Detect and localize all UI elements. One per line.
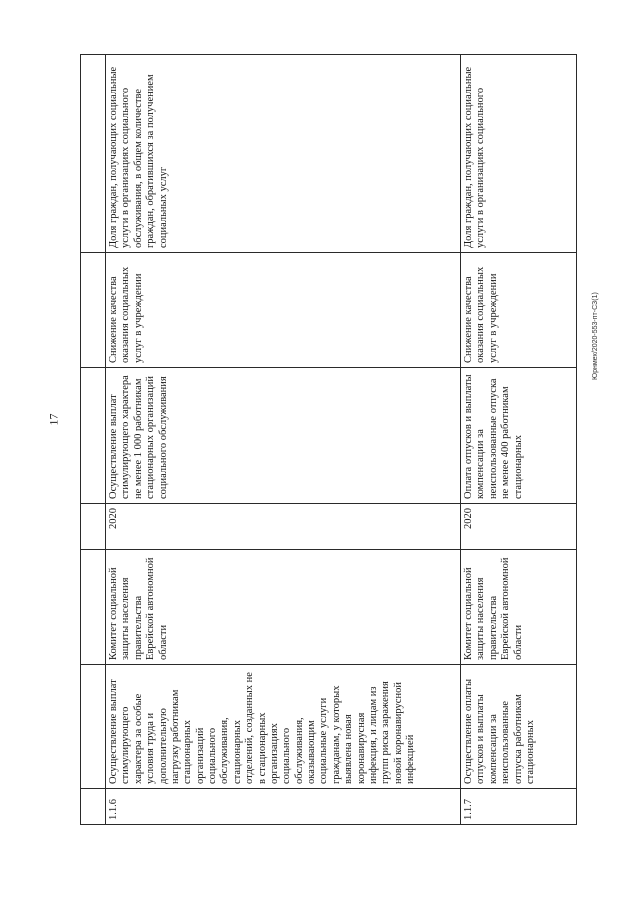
consequence-cell: Снижение качества оказания социальных услуг в учреждении — [106, 253, 461, 368]
empty-cell — [81, 368, 106, 504]
measure-cell: Осуществление оплаты отпусков и выплаты компенсации за неиспользованные отпуска работникам стационарных — [461, 665, 577, 789]
document-code: Юрнмех/2020-553-пт-СЗ(1) — [592, 292, 599, 380]
consequence-cell: Снижение качества оказания социальных услуг в учреждении — [461, 253, 577, 368]
table-row — [106, 55, 461, 825]
continuation-row — [81, 55, 106, 825]
indicator-cell: Доля граждан, получающих социальные услуги в организациях социального обслуживания, в общем количестве граждан, обратившихся за получением социальных услуг — [106, 55, 461, 253]
result-cell: Осуществление выплат стимулирующего характера не менее 1 000 работникам стационарных организаций социального обслуживания — [106, 368, 461, 504]
program-measures-table — [80, 54, 577, 825]
executor-cell: Комитет социальной защиты населения правительства Еврейской автономной области — [106, 550, 461, 665]
year-cell: 2020 — [106, 504, 461, 550]
empty-cell — [81, 789, 106, 825]
page-number: 17 — [46, 413, 61, 426]
indicator-cell: Доля граждан, получающих социальные услуги в организациях социального — [461, 55, 577, 253]
empty-cell — [81, 504, 106, 550]
measure-cell: Осуществление выплат стимулирующего характера за особые условия труда и дополнительную нагрузку работникам стационарных организаций социального обслуживания, стационарных отделений, созданных не в стационарных организациях социального обслуживания, оказывающим социальные услуги гражданам, у которых выявлена новая коронавирусная инфекция, и лицам из групп риска заражения новой коронавирусной инфекцией — [106, 665, 461, 789]
empty-cell — [81, 550, 106, 665]
rotated-table-container — [80, 55, 575, 825]
row-number: 1.1.6 — [106, 789, 461, 825]
result-cell: Оплата отпусков и выплаты компенсации за неиспользованные отпуска не менее 400 работникам стационарных — [461, 368, 577, 504]
empty-cell — [81, 253, 106, 368]
table-row — [461, 55, 577, 825]
row-number: 1.1.7 — [461, 789, 577, 825]
empty-cell — [81, 665, 106, 789]
year-cell: 2020 — [461, 504, 577, 550]
empty-cell — [81, 55, 106, 253]
executor-cell: Комитет социальной защиты населения правительства Еврейской автономной области — [461, 550, 577, 665]
